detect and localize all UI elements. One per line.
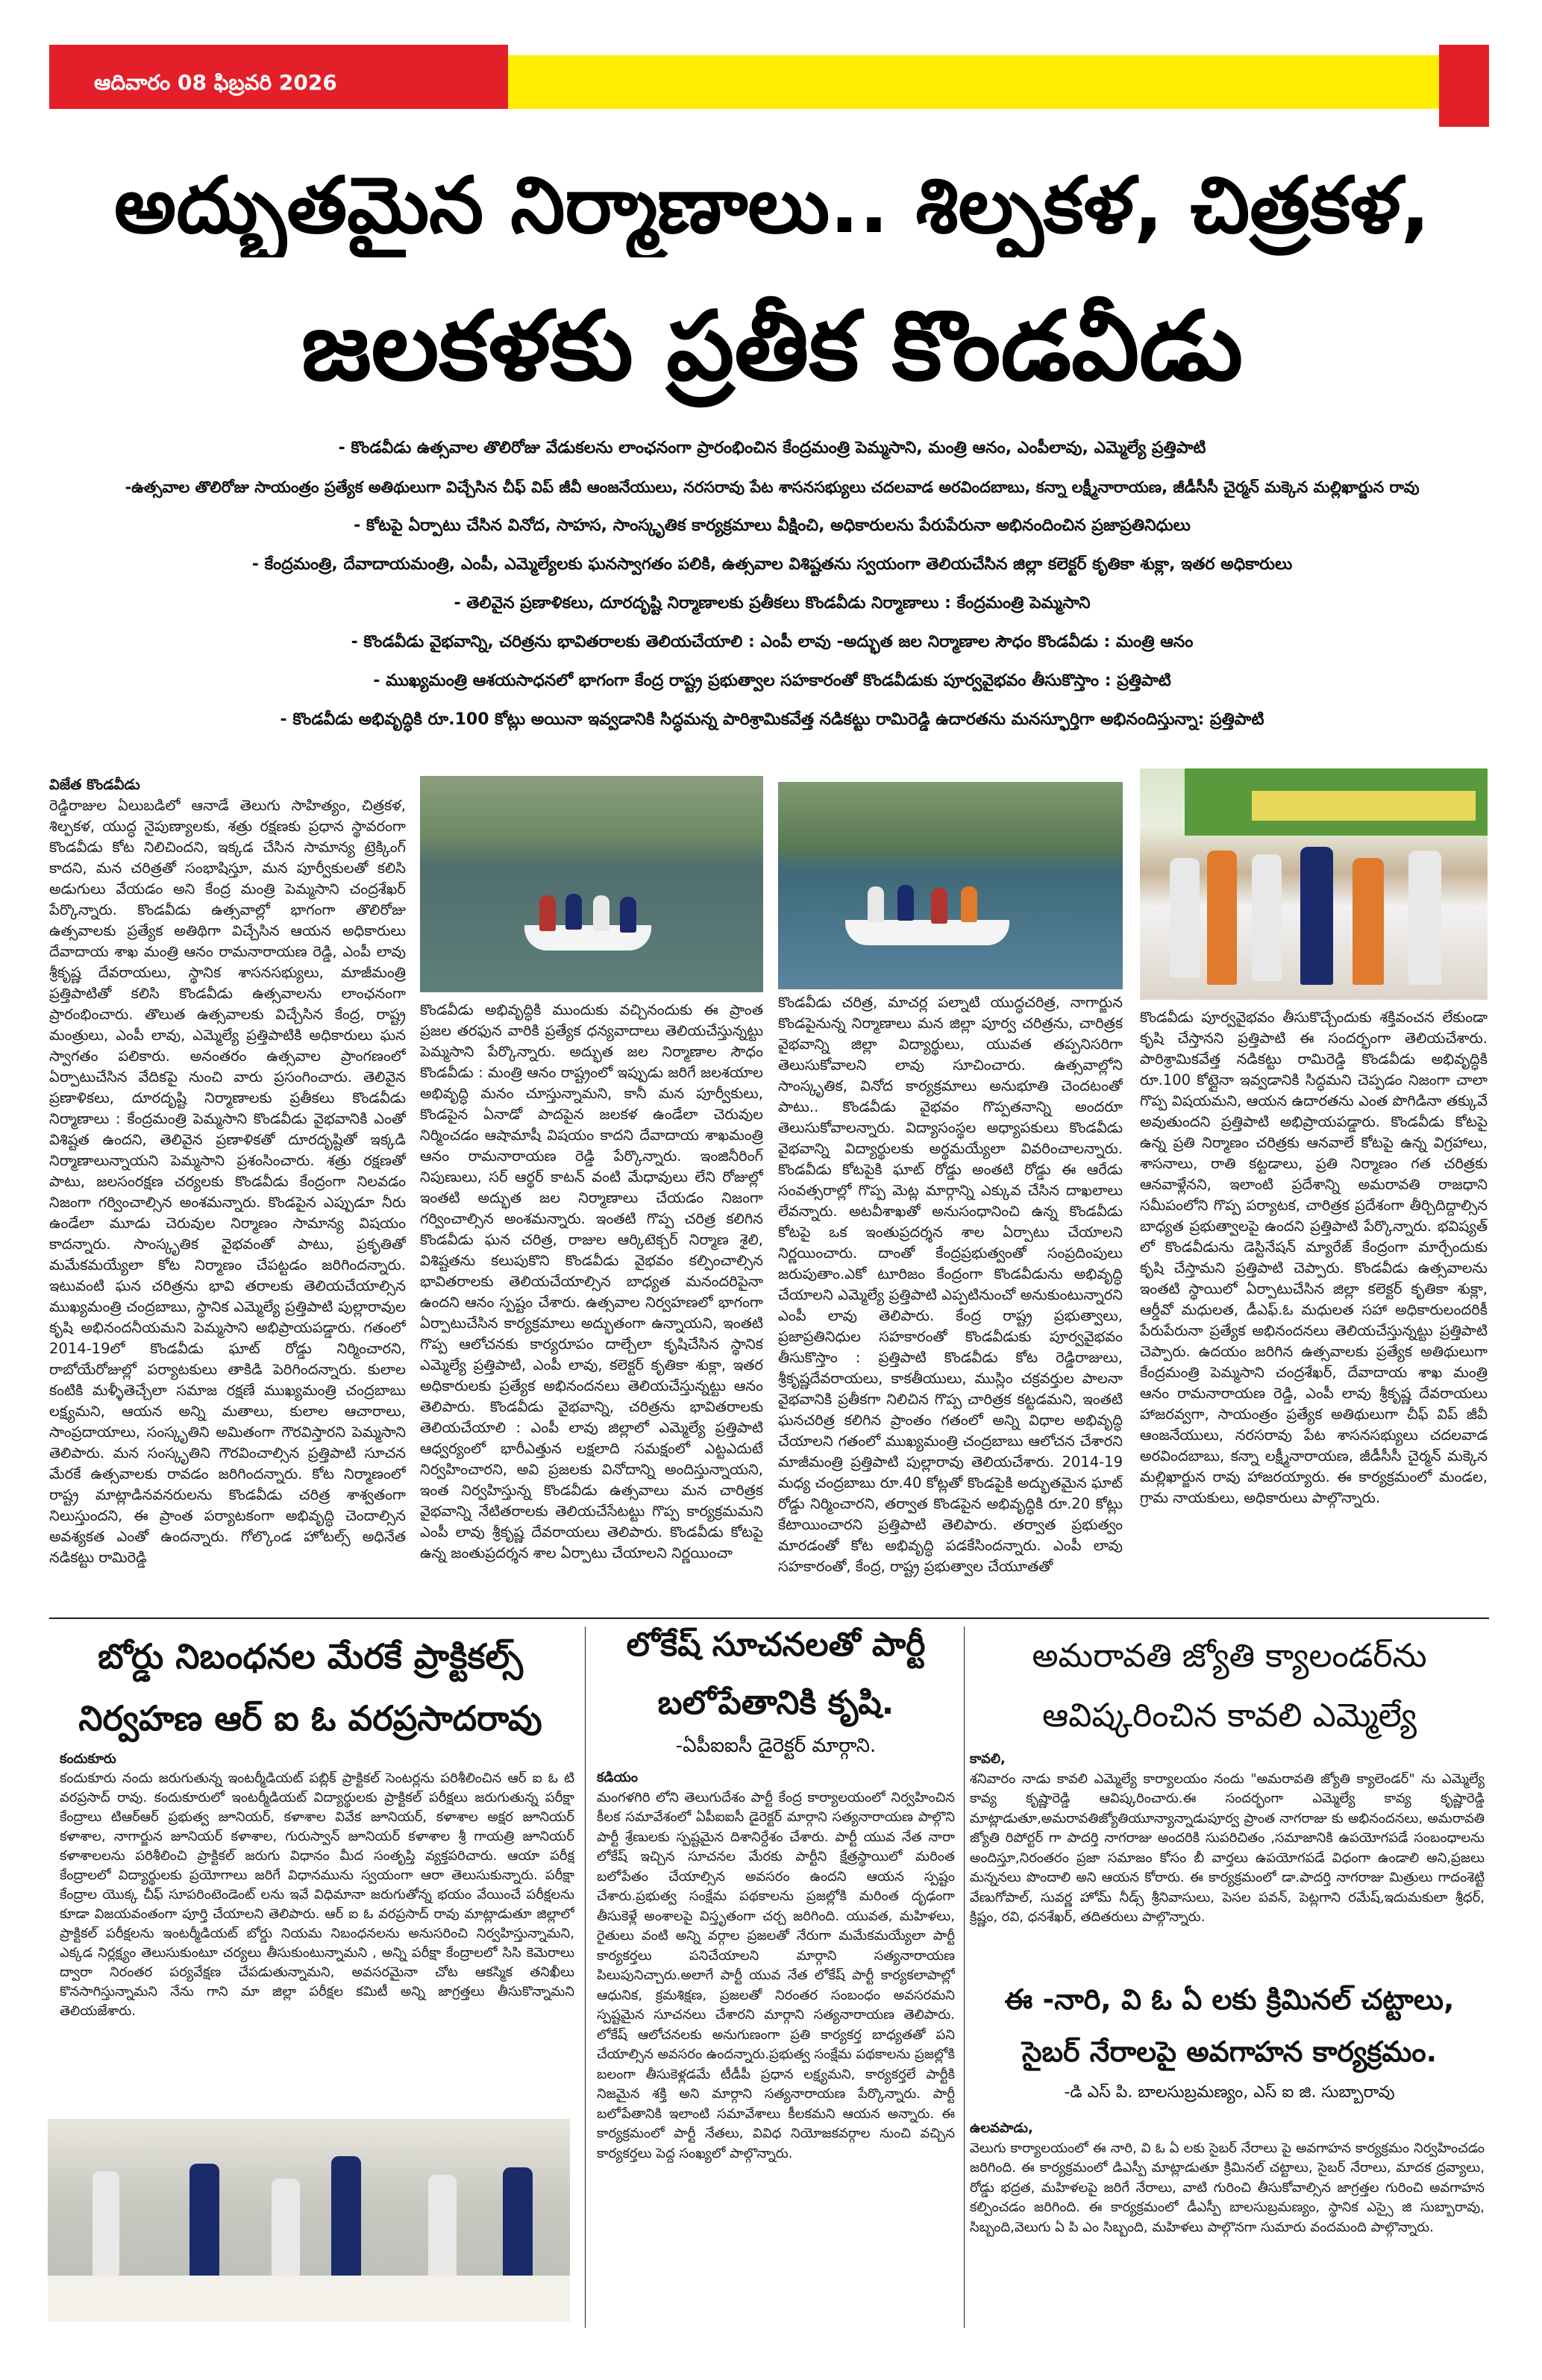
bullet-point: -ఉత్సవాల తొలిరోజు సాయంత్రం ప్రత్యేక అతిథులుగా విచ్చేసిన చీఫ్ విప్ జీవీ ఆంజనేయులు, నరసరావు పేట శాసనసభ్యులు చదలవాడ అరవిందబాబు, కన్నా లక్ష్మీనారాయణ, జీడీసీసీ చైర్మన్ మక్కెన మల్లిఖార్జున రావు [125,478,1420,496]
event-banner-text-area [1252,791,1476,821]
practical-exam-lab-photo [48,2119,570,2322]
main-story-column-1 [49,774,406,1609]
story2-text: కందుకూరు నందు జరుగుతున్న ఇంటర్మీడియట్ పబ్లిక్ ప్రాక్టికల్ సెంటర్లను పరిశీలించిన ఆర్ ఐ ఓ టి వరప్రసాద్ రావు. కందుకూరులో ఇంటర్మీడియట్ విద్యార్థులకు ప్రాక్టికల్ పరీక్షలు జరుగుతున్న పరీక్షా కేంద్రాలు టిఆర్ఆర్ ప్రభుత్వ జూనియర్, కళాశాల వివేక జూనియర్, కళాశాల అక్షర జూనియర్ కళాశాల, నాగార్జున జూనియర్ కళాశాల, గురుస్వాన్ జూనియర్ కళాశాల శ్రీ గాయత్రి జూనియర్ కళాశాలలను పరిశీలించి ప్రాక్టికల్ జరుగు విధానం మీద సంతృప్తి వ్యక్తపరిచారు. ఆయా పరీక్ష కేంద్రాలలో విద్యార్థులకు ప్రయోగాలు జరిగే విధానమును స్వయంగా ఆరా తెలుసుకున్నారు. పరీక్షా కేంద్రాల యొక్క చీఫ్ సూపరింటెండెంట్ లను ఇవే విధిమానా జరుగుతోన్న భయం వేయించే పరీక్షలను కూడా విజయవంతంగా పూర్తి చేయాలని తెలిపారు. ఆర్ ఐ ఓ వరప్రసాద్ రావు మాట్లాడుతూ జిల్లాలో ప్రాక్టికల్ పరీక్షలను ఇంటర్మీడియట్ బోర్డు నియమ నిబంధనలను అనుసరించి నిర్వహిస్తున్నామని, ఎక్కడ నిర్లక్ష్యం తెలుసుకుంటూ చర్యలు తీసుకుంటున్నామని , అన్ని పరీక్షా కేంద్రాలలో సిసి కెమెరాలు ద్వారా నిరంతర పర్యవేక్షణ చేపడుతున్నామని, అవసరమైనా చోట ఆకస్మిక తనిఖీలు కొనసాగిస్తున్నామని నేను గాని మా జిల్లా పరీక్షల కమిటీ అన్ని జాగ్రత్తలు తీసుకొన్నామని తెలియజేశారు. [60,1770,574,2019]
bullet-point: - కొండవీడు ఉత్సవాల తొలిరోజు వేడుకలను లాంఛనంగా ప్రారంభించిన కేంద్రమంత్రి పెమ్మసాని, మంత్రి ఆనం, ఎంపీలావు, ఎమ్మెల్యే ప్రత్తిపాటి [338,439,1206,457]
main-story-column-3 [778,992,1123,1612]
masthead-red-tab [1439,45,1489,127]
main-story-column-2 [420,1000,763,1612]
main-story-text: కొండవీడు చరిత్ర, మాచర్ల పల్నాటి యుద్ధచరిత్ర, నాగార్జున కొండపైనున్న నిర్మాణాలు మన జిల్లా పూర్వ చరిత్రను, చారిత్రక వైభవాన్ని జిల్లా విద్యార్థులు, యువత తప్పనిసరిగా తెలుసుకోవాలని లావు సూచించారు. ఉత్సవాల్లోని సాంస్కృతిక, వినోద కార్యక్రమాలు అనుభూతి చెందటంతో పాటు.. కొండవీడు వైభవం గొప్పతనాన్ని అందరూ తెలుసుకోవాలన్నారు. విద్యాసంస్థల అధ్యాపకులు కొండవీడు వైభవాన్ని విద్యార్థులకు అర్థమయ్యేలా వివరించాలన్నారు. కొండవీడు కోటపైకి ఘాట్ రోడ్డు అంతటి రోడ్డు ఈ ఆరేడు సంవత్సరాల్లో గొప్ప మెట్ల మార్గాన్ని ఎక్కువ చేసిన దాఖలాలు లేవన్నారు. అటవీశాఖతో అనుసంధానించి ఉన్న కొండవీడు కోటపై ఒక ఇంతుప్రదర్శన శాల ఏర్పాటు చేయాలని నిర్ణయించారు. దాంతో కేంద్రప్రభుత్వంతో సంప్రదింపులు జరుపుతాం.ఎకో టూరిజం కేంద్రంగా కొండవీడును అభివృద్ధి చేయాలని ఎమ్మెల్యే ప్రత్తిపాటి ఎప్పటినుంచో అనుకుంటున్నారని ఎంపీ లావు తెలిపారు. కేంద్ర రాష్ట్ర ప్రభుత్వాలు, ప్రజాప్రతినిధుల సహకారంతో కొండవీడుకు పూర్వవైభవం తీసుకొస్తాం : ప్రత్తిపాటి కొండవీడు కోట రెడ్డిరాజులు, శ్రీకృష్ణదేవరాయలు, కాకతీయులు, ముస్లిం చక్రవర్తుల పాలనా వైభవానికి ప్రతీకగా నిలిచిన గొప్ప చారిత్రక కట్టడమని, ఇంతటి ఘనచరిత్ర కలిగిన ప్రాంతం గతంలో అన్ని విధాల అభివృద్ధి చేయాలని గతంలో ముఖ్యమంత్రి చంద్రబాబు ఆలోచన చేశారని మాజీమంత్రి ప్రత్తిపాటి పుల్లారావు తెలియచేశారు. 2014-19 మధ్య చంద్రబాబు రూ.40 కోట్లతో కొండపైకి అద్భుతమైన ఘాట్ రోడ్డు నిర్మించారని, తర్వాత కొండపైన అభివృద్ధికి రూ.20 కోట్లు కేటాయించారని ప్రత్తిపాటి తెలిపారు. తర్వాత ప్రభుత్వం మారడంతో కోట అభివృద్ధి పడకేసిందన్నారు. ఎంపీ లావు సహకారంతో, కేంద్ర, రాష్ట్ర ప్రభుత్వాల చేయూతతో [778,994,1123,1575]
masthead-bar [49,45,1489,127]
story2-dateline: కందుకూరు [60,1751,116,1767]
main-story-column-4 [1140,1007,1488,1612]
bullet-point: - తెలివైన ప్రణాళికలు, దూరదృష్టి నిర్మాణాలకు ప్రతీకలు కొండవీడు నిర్మాణాలు : కేంద్రమంత్రి పెమ్మసాని [454,594,1091,613]
story3-headline-line2: బలోపేతానికి కృషి. [657,1684,894,1722]
felicitation-photo [1140,768,1488,1000]
main-story-bullets [52,429,1492,739]
story5-subhead: -డి ఎస్ పి. బాలసుబ్రమణ్యం, ఎస్ ఐ జి. సుబ్బారావు [1064,2083,1395,2102]
column-divider [585,1626,586,2328]
issue-date: ఆదివారం 08 ఫిబ్రవరి 2026 [94,70,337,95]
bullet-point: - కొండవీడు వైభవాన్ని, చరిత్రను భావితరాలకు తెలియచేయాలి : ఎంపీ లావు -అద్భుత జల నిర్మాణాల సౌధం కొండవీడు : మంత్రి ఆనం [351,633,1194,651]
column-divider [964,1626,965,2328]
story5-headline-line1: ఈ -నారి, వి ఓ ఏ లకు క్రిమినల్ చట్టాలు, [1004,1983,1455,2016]
masthead-yellow-strip [508,55,1439,109]
story5-text: వెలుగు కార్యాలయంలో ఈ నారి, వి ఓ ఏ లకు సైబర్ నేరాలు పై అవగాహన కార్యక్రమం నిర్వహించడం జరిగింది. ఈ కార్యక్రమంలో డిఎస్పీ మాట్లాడుతూ క్రిమినల్ చట్టాలు, సైబర్ నేరాలు, మాదక ద్రవ్యాలు, రోడ్డు భద్రత, మహిళలపై జరిగే నేరాలు, వాటి గురించి తీసుకోవాల్సిన జాగ్రత్తల గురించి అవగాహన కల్పించడం జరిగింది. ఈ కార్యక్రమంలో డీఎస్పీ బాలసుబ్రమణ్యం, స్థానిక ఎస్సై జి సుబ్బారావు, సిబ్బంది,వెలుగు ఏ పి ఎం సిబ్బంది, మహిళలు పాల్గొనగా సుమారు వందమంది పాల్గొన్నారు. [970,2140,1485,2235]
boating-photo-1 [420,776,763,992]
main-headline-line2: జలకళకు ప్రతీక కొండవీడు [301,291,1244,402]
story2-headline-line2: నిర్వహణ ఆర్ ఐ ఓ వరప్రసాదరావు [78,1698,542,1738]
story3-body [597,1768,955,2335]
bullet-point: - కొండవీడు అభివృద్ధికి రూ.100 కోట్లు అయినా ఇవ్వడానికి సిద్ధమన్న పారిశ్రామికవేత్త నడికట్టు రామిరెడ్డి ఉదారతను మనస్ఫూర్తిగా అభినందిస్తున్నా: ప్రత్తిపాటి [280,710,1264,729]
main-story-text: కొండవీడు పూర్వవైభవం తీసుకొచ్చేందుకు శక్తివంచన లేకుండా కృషి చేస్తానని ప్రత్తిపాటి ఈ సందర్భంగా తెలియచేశారు. పారిశ్రామికవేత్త నడికట్టు రామిరెడ్డి కొండవీడు అభివృద్ధికి రూ.100 కోట్లైనా ఇవ్వడానికి సిద్ధమని చెప్పడం నిజంగా చాలా గొప్ప విషయమని, ఆయన ఉదారతను ఎంత పొగిడినా తక్కువే అవుతుందని ప్రత్తిపాటి అభిప్రాయపడ్డారు. కొండవీడు కోటపై ఉన్న ప్రతి నిర్మాణం చరిత్రకు ఆనవాలే కోటపై ఉన్న విగ్రహాలు, శాసనాలు, రాతి కట్టడాలు, ప్రతి నిర్మాణం గత చరిత్రకు ఆనవాళ్లేనని, ఇలాంటి ప్రదేశాన్ని అమరావతి రాజధాని సమీపంలోని గొప్ప పర్యాటక, చారిత్రక ప్రదేశంగా తీర్చిదిద్దాల్సిన బాధ్యత ప్రభుత్వాలపై ఉందని ప్రత్తిపాటి పేర్కొన్నారు. భవిష్యత్ లో కొండవీడును డెస్టినేషన్ మ్యారేజ్ కేంద్రంగా మార్చేందుకు కృషి చేస్తామని ప్రత్తిపాటి చెప్పారు. కొండవీడు ఉత్సవాలను ఇంతటి స్థాయిలో ఏర్పాటుచేసిన జిల్లా కలెక్టర్ కృతికా శుక్లా, ఆర్డీవో మధులత, డీఎఫ్.ఓ మధులత సహా అధికారులందరికీ పేరుపేరునా ప్రత్యేక అభినందనలు తెలియచేస్తున్నట్టు ప్రత్తిపాటి చెప్పారు. ఉదయం జరిగిన ఉత్సవాలకు ప్రత్యేక అతిథులుగా కేంద్రమంత్రి పెమ్మసాని చంద్రశేఖర్, దేవాదాయ శాఖ మంత్రి ఆనం రామనారాయణ రెడ్డి, ఎంపీ లావు శ్రీకృష్ణ దేవరాయలు హాజరవ్వగా, సాయంత్రం ప్రత్యేక అతిథులుగా చీఫ్ విప్ జీవీ ఆంజనేయులు, నరసరావు పేట శాసనసభ్యులు చదలవాడ అరవిందబాబు, కన్నా లక్ష్మీనారాయణ, జీడీసీసీ చైర్మన్ మక్కెన మల్లిఖార్జున రావు హాజరయ్యారు. ఈ కార్యక్రమంలో మండల, గ్రామ నాయకులు, అధికారులు పాల్గొన్నారు. [1140,1009,1488,1506]
story4-body [970,1750,1485,1973]
story2-headline-line1: బోర్డు నిబంధనల మేరకే ప్రాక్టికల్స్ [98,1636,523,1676]
story2-body [60,1750,574,2108]
main-story-text: రెడ్డిరాజుల ఏలుబడిలో ఆనాడే తెలుగు సాహిత్యం, చిత్రకళ, శిల్పకళ, యుద్ధ నైపుణ్యాలకు, శత్రు రక్షణకు ప్రధాన స్థావరంగా కొండవీడు కోట నిలిచిందని, ఇక్కడ చేసిన సామాన్య ట్రెక్కింగ్ కాదని, మన చరిత్రతో సంభాషిస్తూ, మన పూర్వీకులతో కలిసి అడుగులు వేయడం అని కేంద్ర మంత్రి పెమ్మసాని చంద్రశేఖర్ పేర్కొన్నారు. కొండవీడు ఉత్సవాల్లో భాగంగా తొలిరోజు ఉత్సవాలకు ప్రత్యేక అతిథిగా విచ్చేసిన ఆయన అధికారులు దేవాదాయ శాఖ మంత్రి ఆనం రామనారాయణ రెడ్డి, ఎంపీ లావు శ్రీకృష్ణ దేవరాయలు, స్థానిక శాసనసభ్యులు, మాజీమంత్రి ప్రత్తిపాటితో కలిసి కొండవీడు ఉత్సవాలను లాంఛనంగా ప్రారంభించారు. తొలుత ఉత్సవాలకు విచ్చేసిన కేంద్ర, రాష్ట్ర మంత్రులు, ఎంపీ లావు, ఎమ్మెల్యే ప్రత్తిపాటికి అధికారులు ఘన స్వాగతం పలికారు. అనంతరం ఉత్సవాల ప్రాంగణంలో ఏర్పాటుచేసిన వేదికపై నుంచి వారు ప్రసంగించారు. తెలివైన ప్రణాళికలు, దూరదృష్టి నిర్మాణాలకు ప్రతీకలు కొండవీడు నిర్మాణాలు : కేంద్రమంత్రి పెమ్మసాని కొండవీడు వైభవానికి ఎంతో విశిష్టత ఉందని, తెలివైన ప్రణాళికతో దూరదృష్టితో ఇక్కడి నిర్మాణాలున్నాయని పెమ్మసాని ప్రశంసించారు. శత్రు రక్షణతో పాటు, జలసంరక్షణ చర్యలకు కొండవీడు కేంద్రంగా నిలవడం నిజంగా గర్వించాల్సిన అంశమన్నారు. కొండపైన ఎప్పుడూ నీరు ఉండేలా మూడు చెరువుల నిర్మాణం సామాన్య విషయం కాదన్నారు. సాంస్కృతిక వైభవంతో పాటు, ప్రకృతితో మమేకమయ్యేలా కోట నిర్మాణం చేపట్టడం జరిగిందన్నారు. ఇటువంటి ఘన చరిత్రను భావి తరాలకు తెలియచేయాల్సిన ముఖ్యమంత్రి చంద్రబాబు, స్థానిక ఎమ్మెల్యే ప్రత్తిపాటి పుల్లారావుల కృషి అభినందనీయమని పెమ్మసాని అభిప్రాయపడ్డారు. గతంలో 2014-19లో కొండవీడు ఘాట్ రోడ్డు నిర్మించారని, రాబోయేరోజుల్లో పర్యాటకులు తాకిడి పెరిగిందన్నారు. కులాల కంటికి మళ్ళీతెచ్చేలా సమాజ రక్షణే ముఖ్యమంత్రి చంద్రబాబు లక్ష్యమని, ఆయన అన్ని మతాలు, కులాల ఆచారాలు, సాంప్రదాయాలు, సంస్కృతిని అమితంగా గౌరవిస్తారని పెమ్మసాని తెలిపారు. మన సంస్కృతిని గౌరవించాల్సిన ప్రత్తిపాటి సూచన మేరకే ఉత్సవాలకు రావడం జరిగిందన్నారు. కోట నిర్మాణంలో రాష్ట్ర మాట్లాడినవనరులను కొండవీడు చరిత్ర శాశ్వతంగా నిలుస్తుందని, ఈ ప్రాంత పర్యాటకంగా అభివృద్ధి చెందాల్సిన అవశ్యకత ఎంతో ఉందన్నారు. గోల్కొండ హోటల్స్ అధినేత నడికట్టు రామిరెడ్డి [49,797,406,1566]
story4-headline-line2: ఆవిష్కరించిన కావలి ఎమ్మెల్యే [1042,1697,1417,1735]
story4-dateline: కావలి, [970,1751,1006,1767]
main-story-byline: విజేత కొండవీడు [49,776,140,793]
story3-dateline: కడియం [597,1770,638,1785]
story5-dateline: ఉలవపాడు, [970,2120,1033,2136]
story4-text: శనివారం నాడు కావలి ఎమ్మెల్యే కార్యాలయం నందు "అమరావతి జ్యోతి క్యాలెండర్" ను ఎమ్మెల్యే కావ్య కృష్ణారెడ్డి ఆవిష్కరించారు.ఈ సందర్భంగా ఎమ్మెల్యే కావ్య కృష్ణారెడ్డి మాట్లాడుతూ,అమరావతిజ్యోతియూన్యాన్నాడుపూర్వ ప్రాంత నాగరాజు కు అభినందనలు, అమరావతి జ్యోతి రిపోర్టర్ గా పాదర్తి నాగరాజు అందరికి సుపరిచితం ,సమాజానికి ఉపయోగపడే సంబంధాలను అందిస్తూ,నిరంతరం ప్రజా సమాజం కోసం బీ వార్తలు ఉపయోగపడే విధంగా ఉండాలి అని,ప్రజలు మన్ననలు పొందాలి అని ఆయన కోరారు. ఈ కార్యక్రమంలో డా.పాదర్తి నాగరాజు మిత్రులు గాదంశెట్టి వేణుగోపాల్, సువర్ణ హోమ్ నీడ్స్ శ్రీనివాసులు, పెసల పవన్, పెట్లగాని రమేష్,ఇదుమకులా శ్రీధర్, క్రిష్ణం, రవి, ధనశేఖర్, తదితరులు పాల్గొన్నారు. [970,1770,1485,1925]
bullet-point: - కేంద్రమంత్రి, దేవాదాయమంత్రి, ఎంపీ, ఎమ్మెల్యేలకు ఘనస్వాగతం పలికి, ఉత్సవాల విశిష్టతను స్వయంగా తెలియచేసిన జిల్లా కలెక్టర్ కృతికా శుక్లా, ఇతర అధికారులు [251,555,1293,574]
bullet-point: - కోటపై ఏర్పాటు చేసిన వినోద, సాహస, సాంస్కృతిక కార్యక్రమాలు వీక్షించి, అధికారులను పేరుపేరునా అభినందించిన ప్రజాప్రతినిధులు [354,516,1191,535]
story5-headline-line2: సైబర్ నేరాలపై అవగాహన కార్యక్రమం. [1021,2035,1438,2068]
story3-headline-line1: లోకేష్ సూచనలతో పార్టీ [626,1626,926,1664]
bullet-point: - ముఖ్యమంత్రి ఆశయసాధనలో భాగంగా కేంద్ర రాష్ట్ర ప్రభుత్వాల సహకారంతో కొండవీడుకు పూర్వవైభవం తీసుకొస్తాం : ప్రత్తిపాటి [373,671,1171,690]
story3-text: మంగళగిరి లోని తెలుగుదేశం పార్టీ కేంద్ర కార్యాలయంలో నిర్వహించిన కీలక సమావేశంలో ఏపీఐఐసీ డైరెక్టర్ మార్గాని సత్యనారాయణ పాల్గొని పార్టీ శ్రేణులకు స్పష్టమైన దిశానిర్దేశం చేశారు. పార్టీ యువ నేత నారా లోకేష్ ఇచ్చిన సూచనల మేరకు పార్టీని క్షేత్రస్థాయిలో మరింత బలోపేతం చేయాల్సిన అవసరం ఉందని ఆయన స్పష్టం చేశారు.ప్రభుత్వ సంక్షేమ పథకాలను ప్రజల్లోకి మరింత దృఢంగా తీసుకెళ్లే అంశాలపై విస్తృతంగా చర్చ జరిగింది. యువత, మహిళలు, రైతులు వంటి అన్ని వర్గాల ప్రజలతో నేరుగా మమేకమయ్యేలా పార్టీ కార్యకర్తలు పనిచేయాలని మార్గాని సత్యనారాయణ పిలుపునిచ్చారు.అలాగే పార్టీ యువ నేత లోకేష్ పార్టీ కార్యకలాపాల్లో ఆధునిక, క్రమశిక్షణ, ప్రజలతో నిరంతర సంబంధం అవసరమని స్పష్టమైన సూచనలు చేశారని మార్గాని సత్యనారాయణ తెలిపారు. లోకేష్ ఆలోచనలకు అనుగుణంగా ప్రతి కార్యకర్త బాధ్యతతో పని చేయాల్సిన అవసరం ఉందన్నారు.ప్రభుత్వ సంక్షేమ పథకాలను ప్రజల్లోకి బలంగా తీసుకెళ్లడమే టీడీపీ ప్రధాన లక్ష్యమని, కార్యకర్తలే పార్టీకి నిజమైన శక్తి అని మార్గాని సత్యనారాయణ పేర్కొన్నారు. పార్టీ బలోపేతానికి ఇలాంటి సమావేశాలు కీలకమని ఆయన అన్నారు. ఈ కార్యక్రమంలో పార్టీ నేతలు, వివిధ నియోజకవర్గాల నుంచి వచ్చిన కార్యకర్తలు పెద్ద సంఖ్యలో పాల్గొన్నారు. [597,1789,955,2161]
story5-body [970,2119,1485,2335]
boating-photo-2 [778,782,1123,989]
main-story-text: కొండవీడు అభివృద్ధికి ముందుకు వచ్చినందుకు ఈ ప్రాంత ప్రజల తరఫున వారికి ప్రత్యేక ధన్యవాదాలు తెలియచేస్తున్నట్టు పెమ్మసాని పేర్కొన్నారు. అద్భుత జల నిర్మాణాల సౌధం కొండవీడు : మంత్రి ఆనం రాష్ట్రంలో ఇప్పుడు జరిగే జలశయాల అభివృద్ధి మనం చూస్తున్నామని, కానీ మన పూర్వీకులు, కొండపైన ఏనాడో పాదపైన జలకళ ఉండేలా చెరువుల నిర్మించడం ఆషామాషీ విషయం కాదని దేవాదాయ శాఖమంత్రి ఆనం రామనారాయణ రెడ్డి పేర్కొన్నారు. ఇంజినీరింగ్ నిపుణులు, సర్ ఆర్థర్ కాటన్ వంటి మేధావులు లేని రోజుల్లో ఇంతటి అద్భుత జల నిర్మాణాలు చేయడం నిజంగా గర్వించాల్సిన అంశమన్నారు. ఇంతటి గొప్ప చరిత్ర కలిగిన కొండవీడు ఘన చరిత్ర, రాజుల ఆర్కిటెక్చర్ నిర్మాణ శైలి, విశిష్టతను కలుపుకొని కొండవీడు వైభవం కల్పించాల్సిన భావితరాలకు తెలియచేయాల్సిన బాధ్యత మనందరిపైనా ఉందని ఆనం స్పష్టం చేశారు. ఉత్సవాల నిర్వహణలో భాగంగా ఏర్పాటుచేసిన కార్యక్రమాలు అద్భుతంగా ఉన్నాయని, ఇంతటి గొప్ప ఆలోచనకు కార్యరూపం దాల్చేలా కృషిచేసిన స్థానిక ఎమ్మెల్యే ప్రత్తిపాటి, ఎంపీ లావు, కలెక్టర్ కృతికా శుక్లా, ఇతర అధికారులకు ప్రత్యేక అభినందనలు తెలియచేస్తున్నట్టు ఆనం తెలిపారు. కొండవీడు వైభవాన్ని, చరిత్రను భావితరాలకు తెలియచేయాలి : ఎంపీ లావు జిల్లాలో ఎమ్మెల్యే ప్రత్తిపాటి ఆధ్వర్యంలో భారీఎత్తున లక్షలాది సమక్షంలో ఎట్టఎదుటే నిర్వహించారని, అవి ప్రజలకు వినోదాన్ని అందిస్తున్నాయని, ఇంత నిర్వహిస్తున్న కొండవీడు ఉత్సవాలు మన చారిత్రక వైభవాన్ని నేటితరాలకు తెలియచేసేటట్టు గొప్ప కార్యక్రమమని ఎంపీ లావు శ్రీకృష్ణ దేవరాయలు తెలిపారు. కొండవీడు కోటపై ఉన్న జంతుప్రదర్శన శాల ఏర్పాటు చేయాలని నిర్ణయించా [420,1001,763,1562]
story4-headline-line1: అమరావతి జ్యోతి క్యాలండర్‌ను [1032,1637,1427,1675]
story3-subhead: -ఏపీఐఐసీ డైరెక్టర్ మార్గాని. [675,1735,877,1757]
main-headline-line1: అద్భుతమైన నిర్మాణాలు.. శిల్పకళ, చిత్రకళ, [114,160,1430,251]
